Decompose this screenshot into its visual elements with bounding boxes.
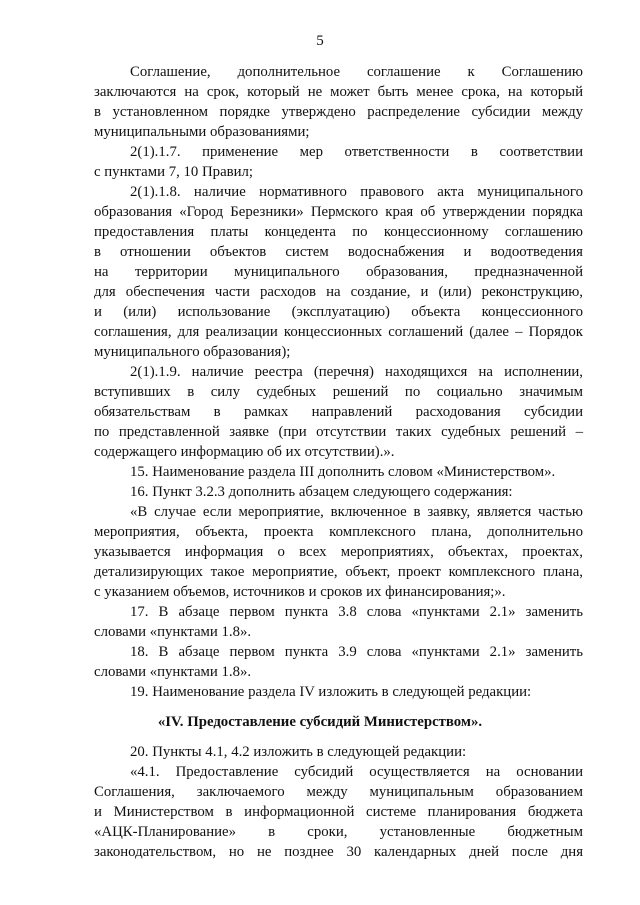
text-line: обязательствам в рамках направлений расходования субсидии [94, 404, 583, 420]
text-line: и Министерством в информационной системе планирования бюджета [94, 804, 583, 820]
text-line: и (или) использование (эксплуатацию) объекта концессионного [94, 304, 583, 320]
text-line: вступивших в силу судебных решений по социально значимым [94, 384, 583, 400]
text-line: 18. В абзаце первом пункта 3.9 слова «пунктами 2.1» заменить [130, 644, 583, 660]
text-line: с пунктами 7, 10 Правил; [94, 164, 254, 180]
text-line: Соглашения, заключаемого между муниципальным образованием [94, 784, 583, 800]
section-heading: «IV. Предоставление субсидий Министерством». [157, 714, 483, 730]
text-line: для обеспечения части расходов на создание, и (или) реконструкцию, [94, 284, 583, 300]
text-line: предоставления платы концедента по концессионному соглашению [94, 224, 583, 240]
text-line: законодательством, но не позднее 30 календарных дней после дня [94, 844, 583, 860]
text-line: 20. Пункты 4.1, 4.2 изложить в следующей редакции: [130, 744, 467, 760]
text-line: «АЦК-Планирование» в сроки, установленные бюджетным [94, 824, 583, 840]
text-line: 19. Наименование раздела IV изложить в следующей редакции: [130, 684, 532, 700]
text-line: 16. Пункт 3.2.3 дополнить абзацем следующего содержания: [130, 484, 513, 500]
text-line: муниципального образования); [94, 344, 291, 360]
text-line: детализирующих такое мероприятие, объект, проект комплексного плана, [94, 564, 583, 580]
text-line: указывается информация о всех мероприятиях, объектах, проектах, [94, 544, 583, 560]
text-line: заключаются на срок, который не может быть менее срока, на который [94, 84, 583, 100]
text-line: 2(1).1.7. применение мер ответственности в соответствии [130, 144, 583, 160]
text-line: 2(1).1.9. наличие реестра (перечня) находящихся на исполнении, [130, 364, 583, 380]
text-line: Соглашение, дополнительное соглашение к Соглашению [130, 64, 583, 80]
text-line: соглашения, для реализации концессионных соглашений (далее – Порядок [94, 324, 583, 340]
text-line: 2(1).1.8. наличие нормативного правового акта муниципального [130, 184, 583, 200]
text-line: 17. В абзаце первом пункта 3.8 слова «пунктами 2.1» заменить [130, 604, 583, 620]
text-line: «4.1. Предоставление субсидий осуществляется на основании [130, 764, 583, 780]
text-line: образования «Город Березники» Пермского края об утверждении порядка [94, 204, 583, 220]
text-line: словами «пунктами 1.8». [94, 664, 252, 680]
text-line: 15. Наименование раздела III дополнить словом «Министерством». [130, 464, 556, 480]
text-line: мероприятия, объекта, проекта комплексного плана, дополнительно [94, 524, 583, 540]
text-line: с указанием объемов, источников и сроков их финансирования;». [94, 584, 506, 600]
text-line: по представленной заявке (при отсутствии таких судебных решений – [94, 424, 583, 440]
text-line: в отношении объектов систем водоснабжения и водоотведения [94, 244, 583, 260]
text-line: «В случае если мероприятие, включенное в заявку, является частью [130, 504, 583, 520]
text-line: на территории муниципального образования, предназначенной [94, 264, 583, 280]
text-line: в установленном порядке утверждено распределение субсидии между [94, 104, 583, 120]
text-line: словами «пунктами 1.8». [94, 624, 252, 640]
page-number: 5 [316, 33, 324, 49]
text-line: содержащего информацию об их отсутствии).». [94, 444, 395, 460]
text-line: муниципальными образованиями; [94, 124, 310, 140]
